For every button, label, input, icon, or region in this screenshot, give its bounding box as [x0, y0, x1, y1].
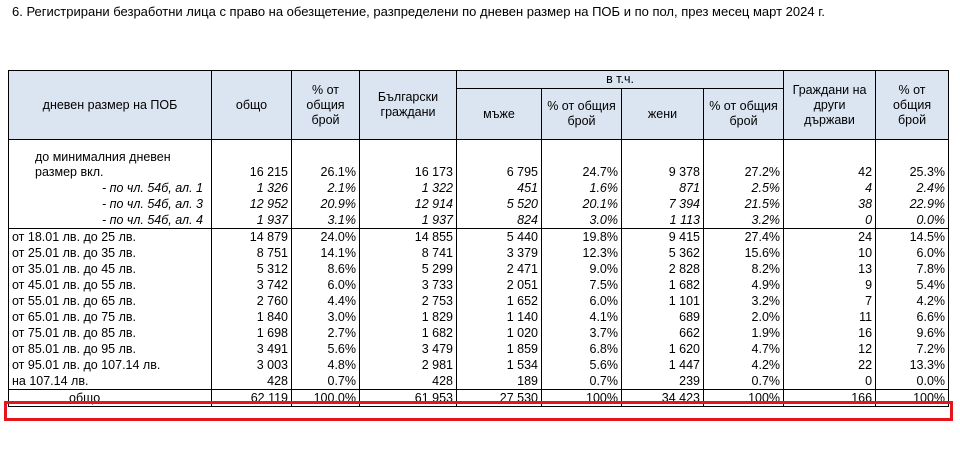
cell-foreign: 42 [784, 148, 876, 180]
cell-pct-foreign: 6.6% [876, 309, 949, 325]
row-label: - по чл. 54б, ал. 3 [9, 196, 212, 212]
cell-pct: 4.8% [292, 357, 360, 373]
benefits-table [8, 70, 949, 407]
table-title: 6. Регистрирани безработни лица с право на обезщетение, разпределени по дневен размер на ПОБ и по пол, през месец март 2024 г. [12, 4, 825, 19]
cell-pct-men: 6.8% [542, 341, 622, 357]
cell-pct-men: 4.1% [542, 309, 622, 325]
table-row [9, 325, 949, 341]
row-label: от 95.01 лв. до 107.14 лв. [9, 357, 212, 373]
cell-foreign: 38 [784, 196, 876, 212]
row-label: от 25.01 лв. до 35 лв. [9, 245, 212, 261]
cell-women: 1 113 [622, 212, 704, 229]
cell-bg: 61 953 [360, 390, 457, 407]
cell-pct-women: 8.2% [704, 261, 784, 277]
cell-women: 1 101 [622, 293, 704, 309]
cell-pct-men: 6.0% [542, 293, 622, 309]
cell-men: 824 [457, 212, 542, 229]
table-row [9, 196, 949, 212]
cell-pct-men: 3.0% [542, 212, 622, 229]
cell-men: 2 051 [457, 277, 542, 293]
cell-foreign: 11 [784, 309, 876, 325]
cell-women: 1 682 [622, 277, 704, 293]
cell-pct: 5.6% [292, 341, 360, 357]
cell-women: 1 620 [622, 341, 704, 357]
cell-foreign: 0 [784, 212, 876, 229]
cell-bg: 12 914 [360, 196, 457, 212]
cell-pct: 14.1% [292, 245, 360, 261]
cell-men: 5 520 [457, 196, 542, 212]
cell-men: 1 859 [457, 341, 542, 357]
cell-men: 3 379 [457, 245, 542, 261]
cell-men: 6 795 [457, 148, 542, 180]
cell-total: 3 491 [212, 341, 292, 357]
cell-total: 1 937 [212, 212, 292, 229]
cell-men: 1 534 [457, 357, 542, 373]
cell-men: 5 440 [457, 229, 542, 246]
cell-total: 3 742 [212, 277, 292, 293]
cell-women: 9 378 [622, 148, 704, 180]
cell-pct-men: 100% [542, 390, 622, 407]
table-row [9, 180, 949, 196]
cell-pct: 24.0% [292, 229, 360, 246]
cell-total: 8 751 [212, 245, 292, 261]
cell-women: 9 415 [622, 229, 704, 246]
cell-bg: 2 981 [360, 357, 457, 373]
cell-bg: 2 753 [360, 293, 457, 309]
cell-bg: 16 173 [360, 148, 457, 180]
table-row [9, 245, 949, 261]
cell-women: 5 362 [622, 245, 704, 261]
row-label: от 65.01 лв. до 75 лв. [9, 309, 212, 325]
cell-bg: 428 [360, 373, 457, 390]
total-row [9, 390, 949, 407]
cell-women: 662 [622, 325, 704, 341]
cell-pct-women: 4.7% [704, 341, 784, 357]
cell-pct-women: 4.2% [704, 357, 784, 373]
table-row [9, 277, 949, 293]
cell-pct-men: 3.7% [542, 325, 622, 341]
table-row [9, 357, 949, 373]
col-header-pct-men: % от общия брой [542, 89, 622, 140]
table-row [9, 373, 949, 390]
cell-foreign: 166 [784, 390, 876, 407]
cell-pct-women: 2.0% [704, 309, 784, 325]
cell-pct-women: 100% [704, 390, 784, 407]
col-header-women: жени [622, 89, 704, 140]
cell-pct: 2.7% [292, 325, 360, 341]
cell-pct: 2.1% [292, 180, 360, 196]
cell-men: 189 [457, 373, 542, 390]
cell-bg: 1 937 [360, 212, 457, 229]
cell-total: 3 003 [212, 357, 292, 373]
cell-foreign: 7 [784, 293, 876, 309]
cell-pct: 100.0% [292, 390, 360, 407]
cell-total: 12 952 [212, 196, 292, 212]
cell-foreign: 12 [784, 341, 876, 357]
row-label: общо [9, 390, 212, 407]
table-row [9, 229, 949, 246]
cell-pct-foreign: 14.5% [876, 229, 949, 246]
cell-pct-foreign: 22.9% [876, 196, 949, 212]
table-row [9, 148, 949, 180]
cell-pct-foreign: 0.0% [876, 373, 949, 390]
cell-bg: 1 682 [360, 325, 457, 341]
cell-total: 1 326 [212, 180, 292, 196]
cell-women: 871 [622, 180, 704, 196]
col-header-incl: в т.ч. [457, 71, 784, 89]
cell-pct-women: 27.4% [704, 229, 784, 246]
cell-total: 62 119 [212, 390, 292, 407]
cell-pct: 3.1% [292, 212, 360, 229]
row-label: от 75.01 лв. до 85 лв. [9, 325, 212, 341]
table-row [9, 309, 949, 325]
cell-foreign: 9 [784, 277, 876, 293]
cell-men: 1 020 [457, 325, 542, 341]
cell-pct: 3.0% [292, 309, 360, 325]
cell-foreign: 16 [784, 325, 876, 341]
cell-bg: 14 855 [360, 229, 457, 246]
row-label: от 85.01 лв. до 95 лв. [9, 341, 212, 357]
cell-pct-foreign: 0.0% [876, 212, 949, 229]
cell-pct-foreign: 4.2% [876, 293, 949, 309]
cell-pct-men: 7.5% [542, 277, 622, 293]
cell-women: 2 828 [622, 261, 704, 277]
cell-total: 1 840 [212, 309, 292, 325]
row-label: от 35.01 лв. до 45 лв. [9, 261, 212, 277]
row-label: - по чл. 54б, ал. 4 [9, 212, 212, 229]
cell-pct-foreign: 2.4% [876, 180, 949, 196]
cell-pct-women: 21.5% [704, 196, 784, 212]
col-header-bg-citizens: Български граждани [360, 71, 457, 140]
cell-pct-women: 27.2% [704, 148, 784, 180]
cell-pct-women: 15.6% [704, 245, 784, 261]
cell-pct-men: 20.1% [542, 196, 622, 212]
cell-pct-foreign: 9.6% [876, 325, 949, 341]
row-label: до минималния дневен размер вкл. [9, 148, 212, 180]
cell-pct-men: 5.6% [542, 357, 622, 373]
cell-pct: 4.4% [292, 293, 360, 309]
cell-pct-foreign: 13.3% [876, 357, 949, 373]
cell-pct-women: 3.2% [704, 293, 784, 309]
row-label: - по чл. 54б, ал. 1 [9, 180, 212, 196]
cell-men: 451 [457, 180, 542, 196]
table-row [9, 293, 949, 309]
col-header-daily-amount: дневен размер на ПОБ [9, 71, 212, 140]
cell-pct-foreign: 7.2% [876, 341, 949, 357]
table-row [9, 261, 949, 277]
row-label: от 55.01 лв. до 65 лв. [9, 293, 212, 309]
cell-bg: 1 829 [360, 309, 457, 325]
cell-foreign: 10 [784, 245, 876, 261]
cell-total: 2 760 [212, 293, 292, 309]
cell-total: 16 215 [212, 148, 292, 180]
cell-bg: 3 479 [360, 341, 457, 357]
cell-women: 1 447 [622, 357, 704, 373]
cell-pct: 8.6% [292, 261, 360, 277]
cell-pct: 0.7% [292, 373, 360, 390]
col-header-foreign: Граждани на други държави [784, 71, 876, 140]
cell-pct-foreign: 5.4% [876, 277, 949, 293]
cell-bg: 8 741 [360, 245, 457, 261]
row-label: на 107.14 лв. [9, 373, 212, 390]
cell-men: 1 652 [457, 293, 542, 309]
cell-pct-men: 9.0% [542, 261, 622, 277]
col-header-total: общо [212, 71, 292, 140]
cell-men: 1 140 [457, 309, 542, 325]
table-row [9, 341, 949, 357]
cell-women: 239 [622, 373, 704, 390]
cell-pct-men: 0.7% [542, 373, 622, 390]
col-header-pct-foreign: % от общия брой [876, 71, 949, 140]
cell-foreign: 4 [784, 180, 876, 196]
row-label: от 18.01 лв. до 25 лв. [9, 229, 212, 246]
cell-total: 1 698 [212, 325, 292, 341]
cell-pct-foreign: 25.3% [876, 148, 949, 180]
col-header-pct-total: % от общия брой [292, 71, 360, 140]
cell-bg: 1 322 [360, 180, 457, 196]
cell-pct-foreign: 7.8% [876, 261, 949, 277]
table-body [9, 140, 949, 407]
row-label: от 45.01 лв. до 55 лв. [9, 277, 212, 293]
cell-foreign: 22 [784, 357, 876, 373]
cell-foreign: 24 [784, 229, 876, 246]
cell-foreign: 0 [784, 373, 876, 390]
cell-total: 14 879 [212, 229, 292, 246]
cell-women: 689 [622, 309, 704, 325]
cell-bg: 3 733 [360, 277, 457, 293]
cell-foreign: 13 [784, 261, 876, 277]
cell-men: 2 471 [457, 261, 542, 277]
cell-pct-women: 4.9% [704, 277, 784, 293]
cell-total: 5 312 [212, 261, 292, 277]
cell-pct-women: 0.7% [704, 373, 784, 390]
cell-pct-women: 1.9% [704, 325, 784, 341]
cell-men: 27 530 [457, 390, 542, 407]
table-row [9, 212, 949, 229]
cell-pct: 26.1% [292, 148, 360, 180]
cell-women: 34 423 [622, 390, 704, 407]
col-header-pct-women: % от общия брой [704, 89, 784, 140]
cell-pct-foreign: 100% [876, 390, 949, 407]
cell-pct-men: 24.7% [542, 148, 622, 180]
cell-pct-men: 1.6% [542, 180, 622, 196]
cell-bg: 5 299 [360, 261, 457, 277]
cell-pct-women: 3.2% [704, 212, 784, 229]
cell-pct-foreign: 6.0% [876, 245, 949, 261]
cell-pct-men: 12.3% [542, 245, 622, 261]
cell-women: 7 394 [622, 196, 704, 212]
cell-pct-men: 19.8% [542, 229, 622, 246]
cell-pct: 20.9% [292, 196, 360, 212]
cell-pct-women: 2.5% [704, 180, 784, 196]
col-header-men: мъже [457, 89, 542, 140]
cell-total: 428 [212, 373, 292, 390]
cell-pct: 6.0% [292, 277, 360, 293]
